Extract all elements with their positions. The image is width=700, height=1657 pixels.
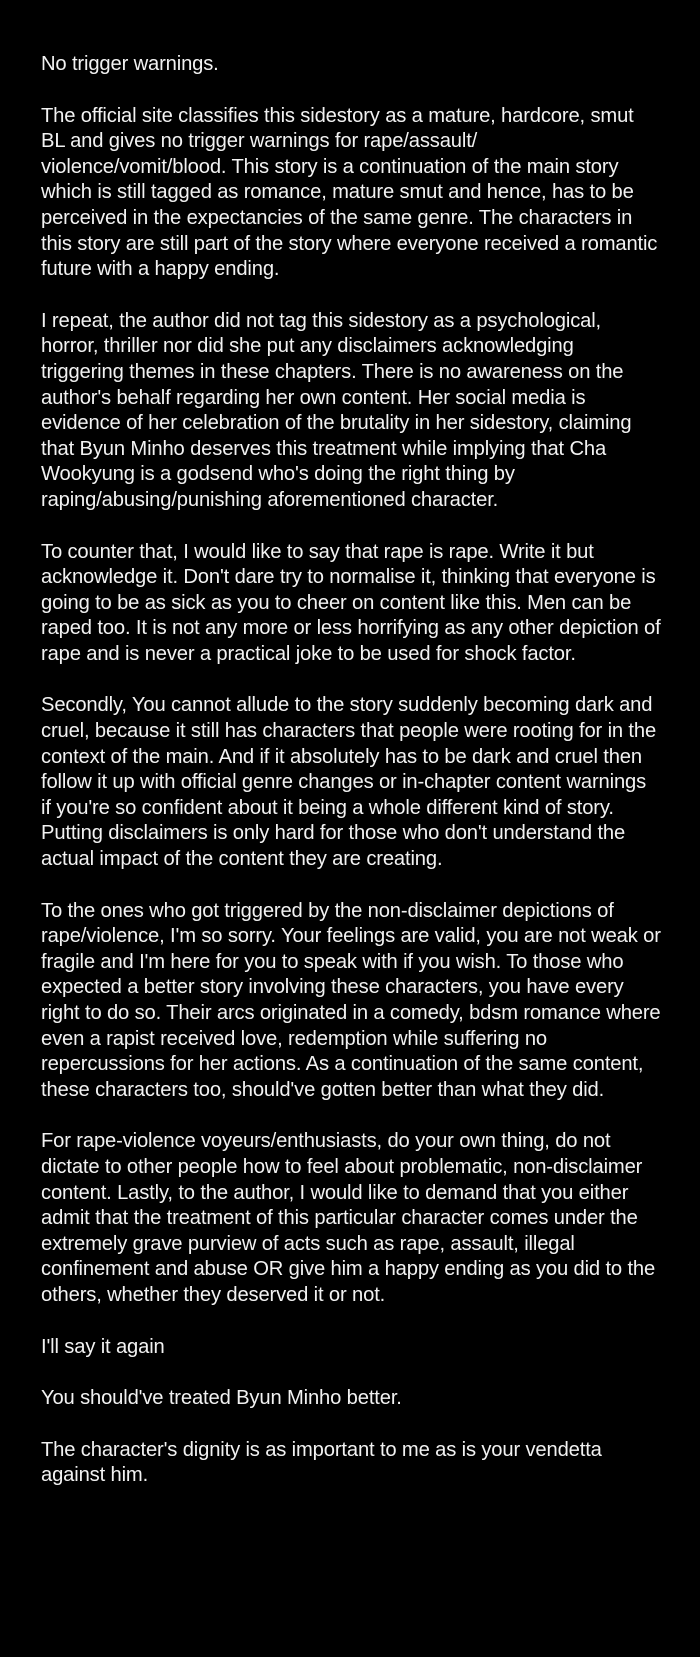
statement-document [41,52,661,1515]
paragraph-official-site: The official site classifies this sidestory as a mature, hardcore, smut BL and gives no trigger warnings for rape/assault/ violence/vomit/blood. This story is a continuation of the main story which is still tagged as romance, mature smut and hence, has to be perceived in the expectancies of the same genre. The characters in this story are still part of the story where everyone received a romantic future with a happy ending. [41,104,658,281]
paragraph-say-it-again: I'll say it again [41,1335,165,1358]
paragraph-treated-better: You should've treated Byun Minho better. [41,1387,402,1410]
paragraph-no-trigger-warnings: No trigger warnings. [41,53,219,75]
paragraph-secondly: Secondly, You cannot allude to the story suddenly becoming dark and cruel, because it still has characters that people were rooting for in the context of the main. And if it absolutely has to be dark and cruel then follow it up with official genre changes or in-chapter content warnings if you're so confident about it being a whole different kind of story. Putting disclaimers is only hard for those who don't understand the actual impact of the content they are creating. [41,694,657,871]
paragraph-counter: To counter that, I would like to say that rape is rape. Write it but acknowledge it. Don't dare try to normalise it, thinking that everyone is going to be as sick as you to cheer on content like this. Men can be raped too. It is not any more or less horrifying as any other depiction of rape and is never a practical joke to be used for shock factor. [41,540,661,665]
paragraph-author-tags: I repeat, the author did not tag this sidestory as a psychological, horror, thriller nor did she put any disclaimers acknowledging triggering themes in these chapters. There is no awareness on the author's behalf regarding her own content. Her social media is evidence of her celebration of the brutality in her sidestory, claiming that Byun Minho deserves this treatment while implying that Cha Wookyung is a godsend who's doing the right thing by raping/abusing/punishing aforementioned character. [41,309,632,511]
paragraph-triggered-readers: To the ones who got triggered by the non-disclaimer depictions of rape/violence, I'm so sorry. Your feelings are valid, you are not weak or fragile and I'm here for you to speak with if you wish. To those who expected a better story involving these characters, you have every right to do so. Their arcs originated in a comedy, bdsm romance where even a rapist received love, redemption while suffering no repercussions for her actions. As a continuation of the same content, these characters too, should've gotten better than what they did. [41,899,661,1101]
paragraph-dignity: The character's dignity is as important to me as is your vendetta against him. [41,1438,602,1487]
paragraph-voyeurs-and-author: For rape-violence voyeurs/enthusiasts, do your own thing, do not dictate to other people how to feel about problematic, non-disclaimer content. Lastly, to the author, I would like to demand that you either admit that the treatment of this particular character comes under the extremely grave purview of acts such as rape, assault, illegal confinement and abuse OR give him a happy ending as you did to the others, whether they deserved it or not. [41,1130,656,1306]
